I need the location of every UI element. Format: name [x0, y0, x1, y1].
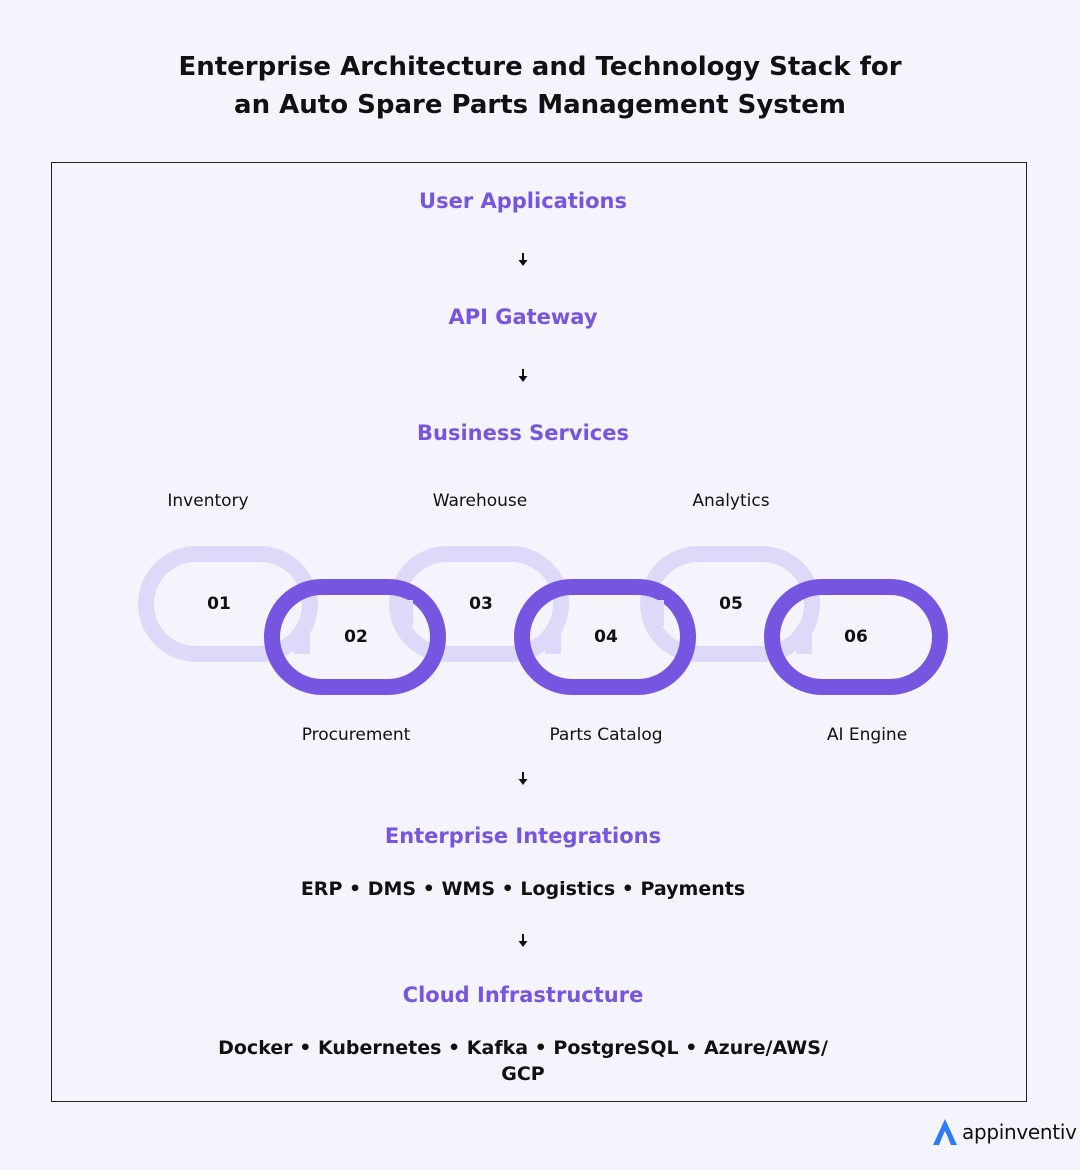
- service-label-inventory: Inventory: [167, 491, 249, 511]
- service-label-analytics: Analytics: [692, 491, 770, 511]
- title-line-1: Enterprise Architecture and Technology Stack for: [178, 52, 902, 82]
- layer-api-gateway: API Gateway: [448, 305, 598, 329]
- service-number-01: 01: [207, 594, 231, 614]
- service-number-03: 03: [469, 594, 493, 614]
- service-label-ai-engine: AI Engine: [826, 725, 908, 745]
- layer-enterprise-integrations: Enterprise Integrations: [384, 824, 662, 848]
- down-arrow-icon: [517, 772, 529, 786]
- brand-name: appinventiv: [962, 1120, 1077, 1144]
- brand-logo: [932, 1116, 1077, 1148]
- service-number-02: 02: [344, 627, 368, 647]
- title-line-2: an Auto Spare Parts Management System: [234, 90, 846, 120]
- layer-user-applications: User Applications: [419, 189, 627, 213]
- infrastructure-list-line-1: Docker • Kubernetes • Kafka • PostgreSQL • Azure/AWS/: [218, 1037, 828, 1059]
- service-number-06: 06: [844, 627, 868, 647]
- layer-cloud-infrastructure: Cloud Infrastructure: [402, 983, 644, 1007]
- infrastructure-list-line-2: GCP: [501, 1063, 545, 1085]
- service-number-04: 04: [594, 627, 618, 647]
- down-arrow-icon: [517, 934, 529, 948]
- layer-business-services: Business Services: [417, 421, 629, 445]
- service-label-warehouse: Warehouse: [432, 491, 528, 511]
- integrations-list: ERP • DMS • WMS • Logistics • Payments: [300, 878, 746, 900]
- service-label-parts-catalog: Parts Catalog: [549, 725, 663, 745]
- service-number-05: 05: [719, 594, 743, 614]
- appinventiv-logo-icon: [932, 1118, 958, 1146]
- service-label-procurement: Procurement: [301, 725, 411, 745]
